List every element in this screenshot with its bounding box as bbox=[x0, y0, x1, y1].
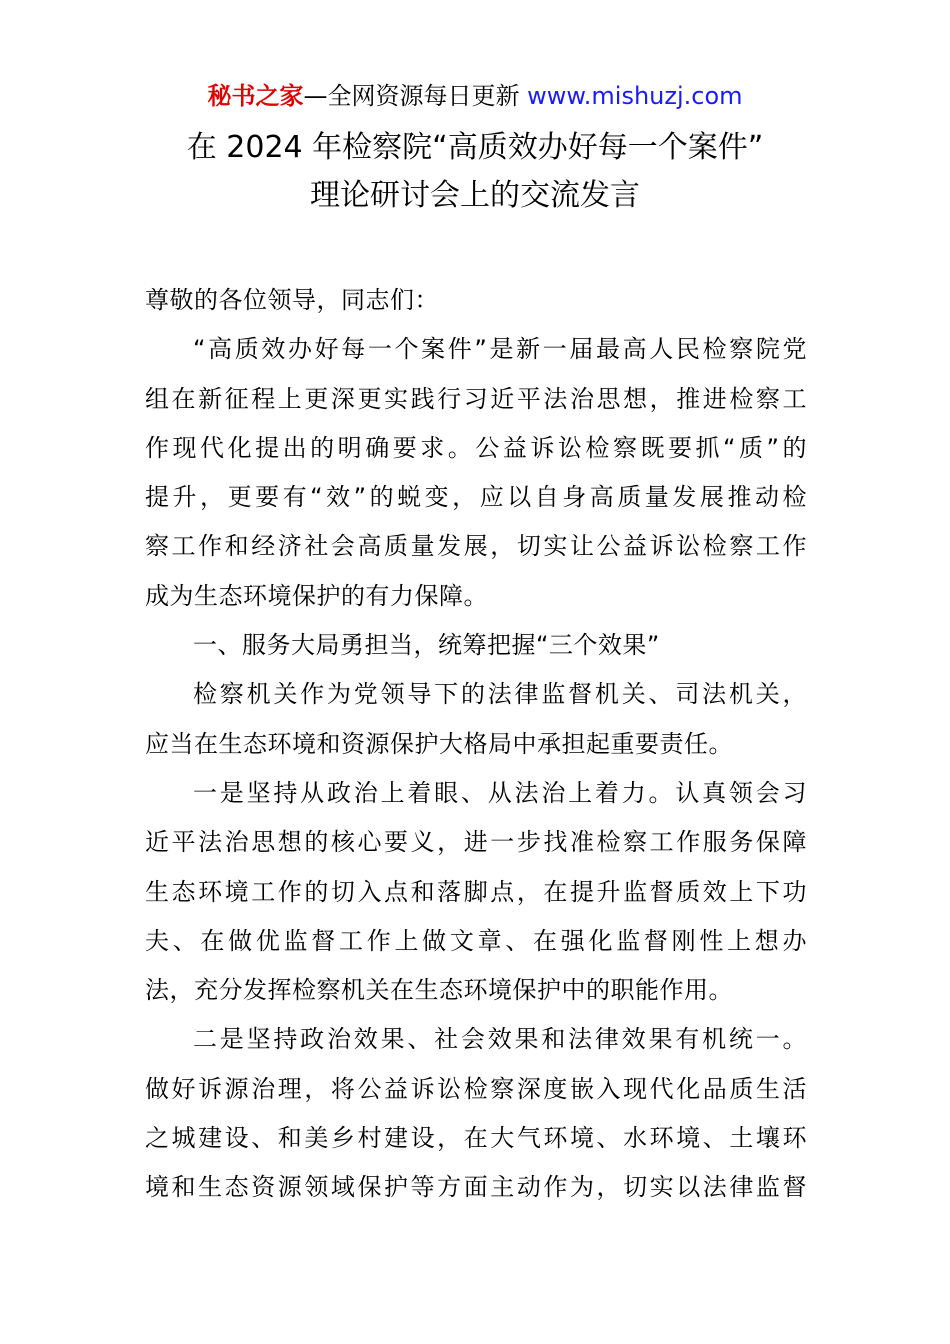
body-line: 二是坚持政治效果、社会效果和法律效果有机统一。 bbox=[193, 1025, 807, 1054]
body-line: 作现代化提出的明确要求。公益诉讼检察既要抓“质”的 bbox=[145, 433, 807, 462]
document-title-line-2: 理论研讨会上的交流发言 bbox=[310, 178, 640, 213]
body-line: 应当在生态环境和资源保护大格局中承担起重要责任。 bbox=[145, 729, 733, 758]
body-line: 法，充分发挥检察机关在生态环境保护中的职能作用。 bbox=[145, 976, 733, 1005]
section-heading: 一、服务大局勇担当，统筹把握“三个效果” bbox=[193, 631, 660, 660]
body-line: 察工作和经济社会高质量发展，切实让公益诉讼检察工作 bbox=[145, 532, 807, 561]
body-line: 组在新征程上更深更实践行习近平法治思想，推进检察工 bbox=[145, 384, 807, 413]
banner-site-link[interactable]: www.mishuzj.com bbox=[527, 82, 743, 110]
body-line: 生态环境工作的切入点和落脚点，在提升监督质效上下功 bbox=[145, 877, 807, 906]
body-line: “高质效办好每一个案件”是新一届最高人民检察院党 bbox=[193, 335, 807, 364]
body-line: 做好诉源治理，将公益诉讼检察深度嵌入现代化品质生活 bbox=[145, 1074, 807, 1103]
site-banner bbox=[0, 80, 950, 112]
body-line: 之城建设、和美乡村建设，在大气环境、水环境、土壤环 bbox=[145, 1124, 807, 1153]
body-line: 检察机关作为党领导下的法律监督机关、司法机关， bbox=[193, 680, 807, 709]
body-line: 成为生态环境保护的有力保障。 bbox=[145, 581, 488, 610]
banner-brand: 秘书之家 bbox=[207, 82, 304, 110]
document-body bbox=[145, 276, 807, 1213]
salutation: 尊敬的各位领导，同志们： bbox=[145, 286, 439, 314]
document-title-line-1: 在 2024 年检察院“高质效办好每一个案件” bbox=[186, 130, 764, 165]
banner-tagline: —全网资源每日更新 bbox=[303, 82, 528, 110]
body-line: 提升，更要有“效”的蜕变，应以自身高质量发展推动检 bbox=[145, 483, 807, 512]
body-line: 一是坚持从政治上着眼、从法治上着力。认真领会习 bbox=[193, 778, 807, 807]
body-line: 境和生态资源领域保护等方面主动作为，切实以法律监督 bbox=[145, 1173, 807, 1202]
body-line: 近平法治思想的核心要义，进一步找准检察工作服务保障 bbox=[145, 828, 807, 857]
body-line: 夫、在做优监督工作上做文章、在强化监督刚性上想办 bbox=[145, 926, 807, 955]
